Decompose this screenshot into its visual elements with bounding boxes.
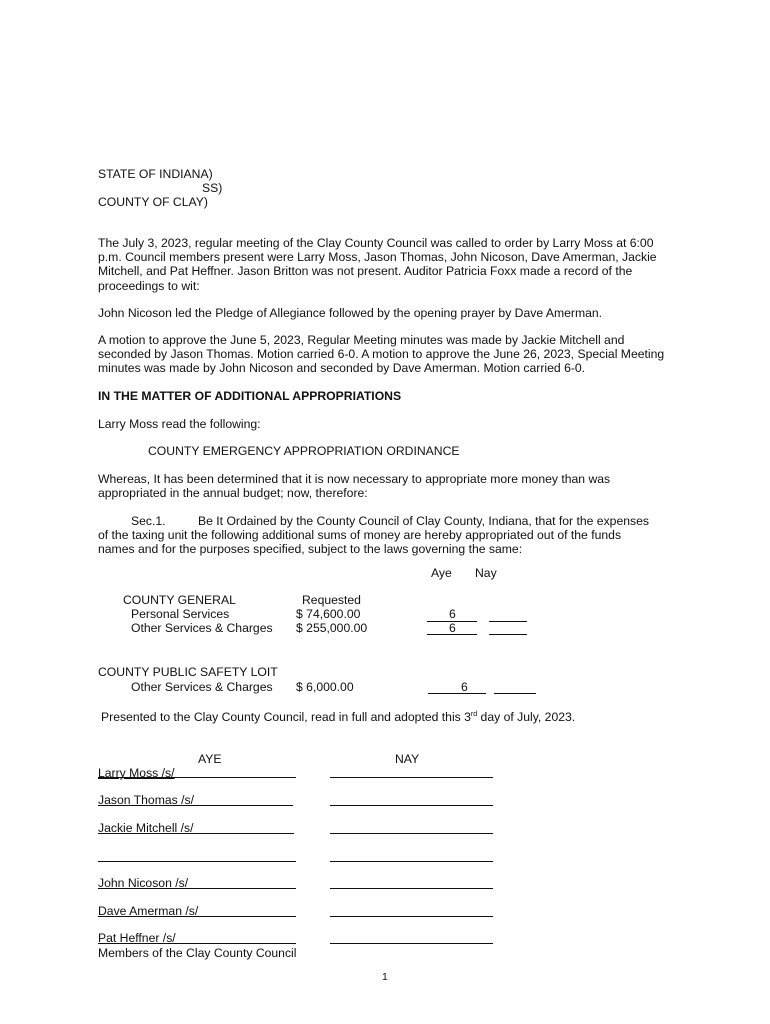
aye-line-safety	[428, 693, 486, 694]
section-text: Be It Ordained by the County Council of Clay County, Indiana, that for the expenses of the taxing unit the following additional sums of money are hereby appropriated out of the funds names and for the purposes specified, subject to the laws governing the same:	[98, 514, 649, 557]
aye-column-header: Aye	[431, 566, 452, 580]
signature-pat-heffner: Pat Heffner /s/	[98, 931, 176, 945]
adoption-ordinal: rd	[470, 711, 478, 718]
line-item-personal: Personal Services	[131, 607, 230, 621]
state-line: STATE OF INDIANA)	[98, 167, 213, 181]
amount-other-general: $ 255,000.00	[296, 621, 368, 635]
amount-other-safety: $ 6,000.00	[296, 680, 354, 694]
signature-aye-line-1	[98, 777, 296, 778]
line-item-other-general: Other Services & Charges	[131, 621, 273, 635]
adoption-text-start: Presented to the Clay County Council, read in full and adopted this 3	[101, 710, 471, 724]
signature-nay-line-2	[330, 805, 493, 806]
nay-line-other-general	[489, 634, 527, 635]
amount-personal: $ 74,600.00	[296, 607, 361, 621]
adoption-line	[101, 710, 575, 724]
signature-john-nicoson: John Nicoson /s/	[98, 876, 189, 890]
signature-nay-line-4	[330, 861, 493, 862]
signature-aye-line-7	[98, 943, 296, 944]
section-heading: IN THE MATTER OF ADDITIONAL APPROPRIATIONS	[98, 389, 402, 403]
nay-column-header: Nay	[475, 566, 497, 580]
intro-paragraph: The July 3, 2023, regular meeting of the Clay County Council was called to order by Larry Moss at 6:00 p.m. Council members present were Larry Moss, Jason Thomas, John Nicoson, Dave Amerman, Jackie Mitchell, and Pat Heffner. Jason Britton was not present. Auditor Patricia Foxx made a record of the proceedings to wit:	[98, 236, 657, 293]
signature-nay-line-6	[330, 916, 493, 917]
reader-line: Larry Moss read the following:	[98, 417, 261, 431]
aye-count-safety: 6	[461, 680, 468, 694]
section-label: Sec.1.	[131, 514, 166, 528]
aye-count-other-general: 6	[449, 621, 456, 635]
signature-nay-line-5	[330, 888, 493, 889]
signature-aye-line-2	[98, 805, 293, 806]
signature-jackie-mitchell: Jackie Mitchell /s/	[98, 821, 194, 835]
signature-aye-line-5	[98, 888, 296, 889]
signature-nay-header: NAY	[395, 752, 420, 766]
aye-count-personal: 6	[449, 607, 456, 621]
nay-line-safety	[494, 693, 536, 694]
signature-aye-line-6	[98, 916, 296, 917]
ss-line: SS)	[202, 181, 223, 195]
nay-line-personal	[489, 621, 527, 622]
signature-aye-header: AYE	[198, 752, 222, 766]
adoption-text-end: day of July, 2023.	[477, 710, 576, 724]
whereas-paragraph: Whereas, It has been determined that it is now necessary to appropriate more money than was appropriated in the annual budget; now, therefore:	[98, 472, 611, 501]
signature-aye-line-3	[98, 833, 294, 834]
fund-name-safety: COUNTY PUBLIC SAFETY LOIT	[98, 665, 278, 679]
signature-footer: Members of the Clay County Council	[98, 946, 297, 960]
signature-aye-line-4	[98, 861, 296, 862]
signature-dave-amerman: Dave Amerman /s/	[98, 904, 199, 918]
ordinance-title: COUNTY EMERGENCY APPROPRIATION ORDINANCE	[148, 444, 460, 458]
aye-line-other-general	[427, 634, 477, 635]
signature-jason-thomas: Jason Thomas /s/	[98, 793, 194, 807]
signature-nay-line-1	[330, 777, 493, 778]
signature-nay-line-7	[330, 943, 493, 944]
signature-nay-line-3	[330, 833, 493, 834]
minutes-paragraph: A motion to approve the June 5, 2023, Regular Meeting minutes was made by Jackie Mitchell and seconded by Jason Thomas. Motion carried 6-0. A motion to approve the June 26, 2023, Special Meeting minutes was made by John Nicoson and seconded by Dave Amerman. Motion carried 6-0.	[98, 333, 665, 376]
pledge-paragraph: John Nicoson led the Pledge of Allegiance followed by the opening prayer by Dave Amerman.	[98, 306, 603, 320]
county-line: COUNTY OF CLAY)	[98, 195, 208, 209]
signature-larry-moss: Larry Moss /s/	[98, 766, 175, 780]
line-item-other-safety: Other Services & Charges	[131, 680, 273, 694]
fund-name-general: COUNTY GENERAL	[123, 593, 236, 607]
requested-label: Requested	[302, 593, 361, 607]
page-number: 1	[382, 971, 388, 983]
